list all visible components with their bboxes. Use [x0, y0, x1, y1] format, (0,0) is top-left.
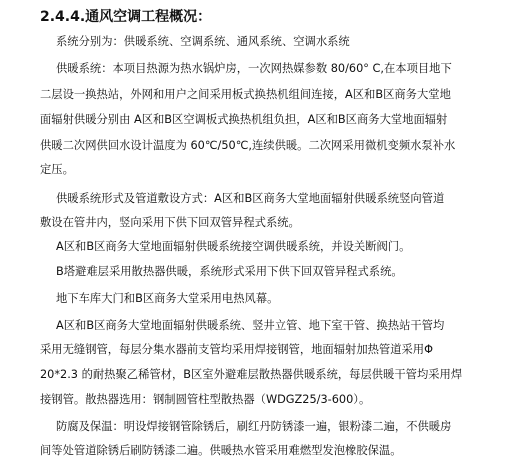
paragraph-line: B塔避难层采用散热器供暖，系统形式采用下供下回双管异程式系统。 [56, 265, 403, 278]
paragraph-line: 供暖系统形式及管道敷设方式：A区和B区商务大堂地面辐射供暖系统竖向管道 [56, 192, 445, 205]
paragraph-line: 采用无缝钢管，每层分集水器前支管均采用焊接钢管，地面辐射加热管道采用Φ [40, 343, 433, 356]
paragraph-line: A区和B区商务大堂地面辐射供暖系统、竖井立管、地下室干管、换热站干管均 [56, 319, 445, 332]
paragraph-line-systems: 系统分别为：供暖系统、空调系统、通风系统、空调水系统 [56, 35, 350, 48]
paragraph-line: 接钢管。散热器选用：钢制圆管柱型散热器（WDGZ25/3-600）。 [40, 393, 371, 406]
paragraph-line: 供暖系统：本项目热源为热水锅炉房，一次网热媒参数 80/60° C,在本项目地下 [56, 62, 452, 75]
paragraph-line: 供暖二次网供回水设计温度为 60℃/50℃,连续供暖。二次网采用微机变频水泵补水 [40, 139, 456, 152]
section-heading: 2.4.4.通风空调工程概况： [40, 9, 212, 25]
paragraph-line: 20*2.3 的耐热聚乙稀管材，B区室外避难层散热器供暖系统，每层供暖干管均采用焊 [40, 368, 463, 381]
paragraph-line: 定压。 [40, 163, 74, 176]
paragraph-line: 敷设在管井内，竖向采用下供下回双管异程式系统。 [40, 216, 300, 229]
paragraph-line: 地下车库大门和B区商务大堂采用电热风幕。 [56, 292, 279, 305]
paragraph-line: 面辐射供暖分别由 A区和B区空调板式换热机组负担，A区和B区商务大堂地面辐射 [40, 113, 448, 126]
paragraph-line: A区和B区商务大堂地面辐射供暖系统接空调供暖系统，并设关断阀门。 [56, 240, 411, 253]
paragraph-line: 间等处管道除锈后刷防锈漆二遍。供暖热水管采用难燃型发泡橡胶保温。 [40, 444, 402, 457]
paragraph-line: 防腐及保温：明设焊接钢管除锈后，刷红丹防锈漆一遍，银粉漆二遍，不供暖房 [56, 420, 452, 433]
paragraph-line: 二层设一换热站，外网和用户之间采用板式换热机组间连接，A区和B区商务大堂地 [40, 88, 451, 101]
